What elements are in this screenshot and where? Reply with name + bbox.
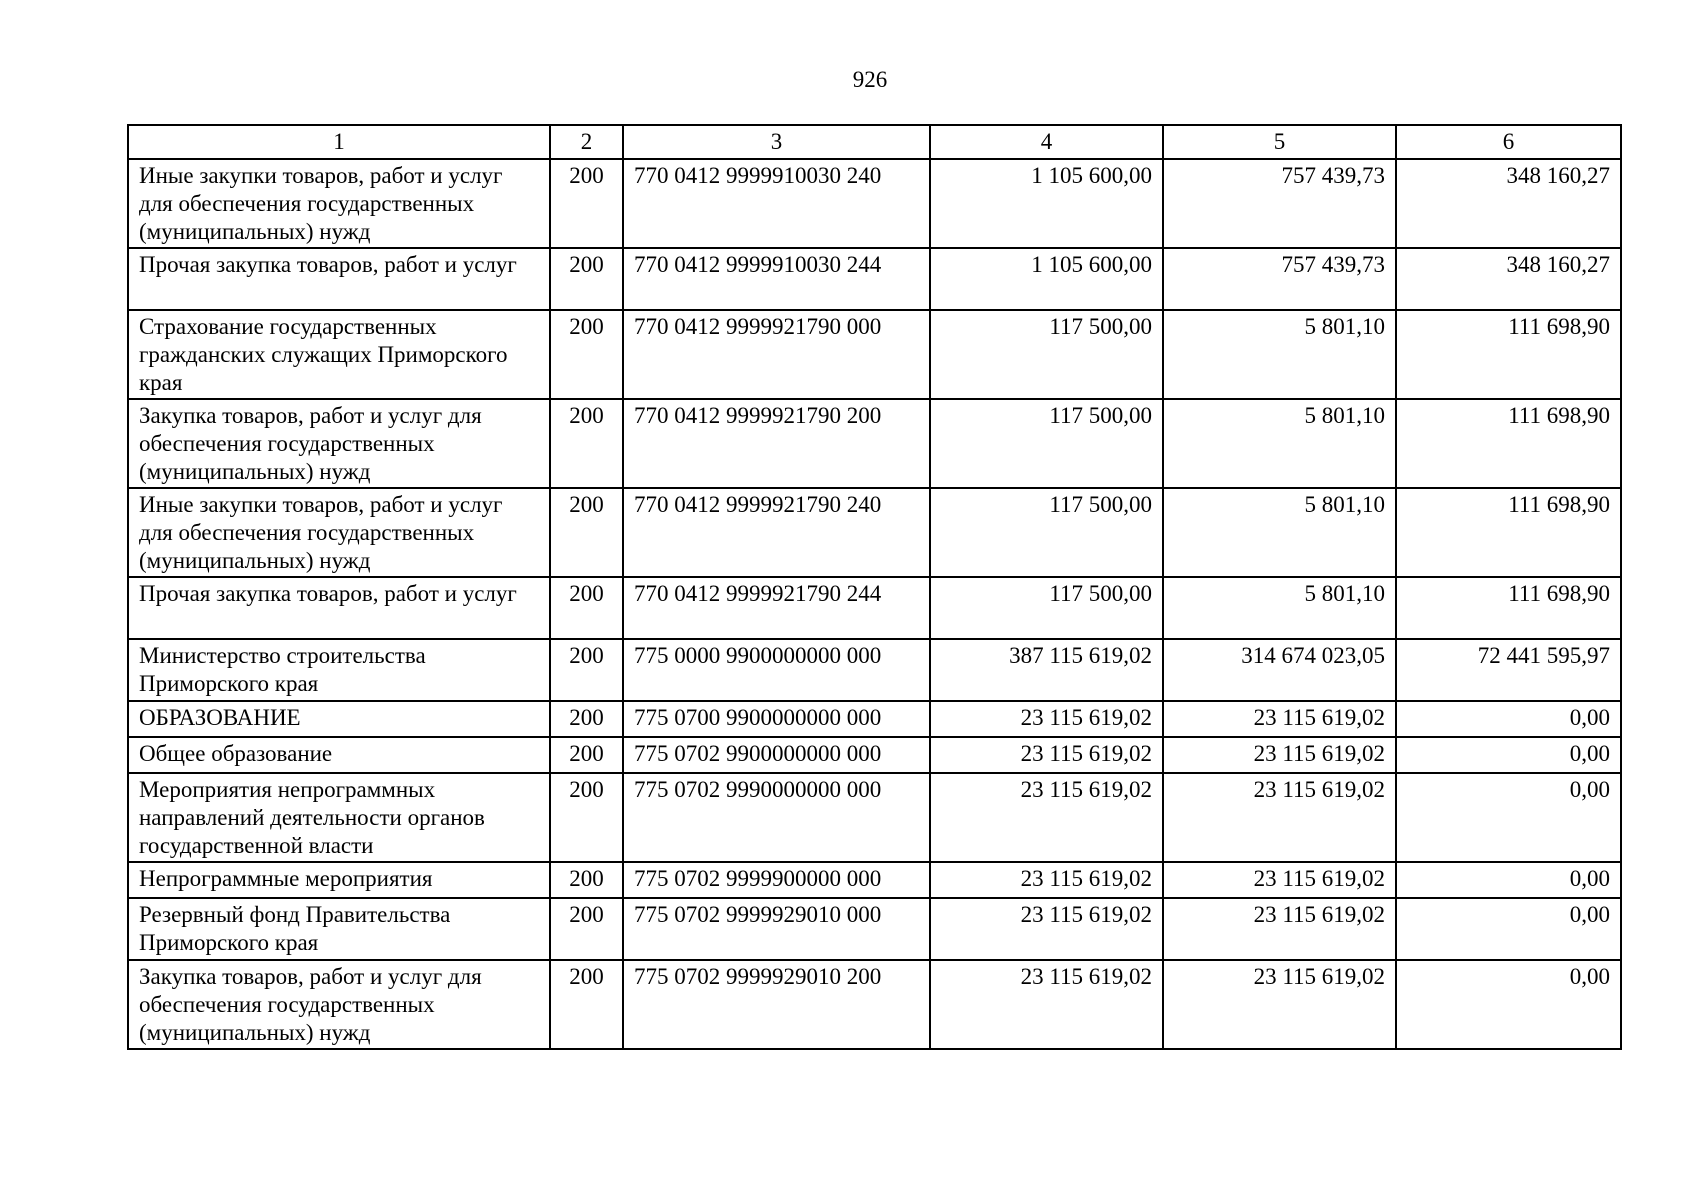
cell-remaining: 0,00 — [1396, 960, 1621, 1049]
cell-name: Прочая закупка товаров, работ и услуг — [128, 577, 550, 639]
cell-name: Иные закупки товаров, работ и услуг для обеспечения государственных (муниципальных) нужд — [128, 159, 550, 248]
cell-executed: 314 674 023,05 — [1163, 639, 1396, 701]
cell-name: Закупка товаров, работ и услуг для обеспечения государственных (муниципальных) нужд — [128, 960, 550, 1049]
header-col-3: 3 — [623, 125, 930, 159]
table-row — [128, 310, 1621, 399]
table-row — [128, 737, 1621, 773]
header-row — [128, 125, 1621, 159]
cell-planned: 117 500,00 — [930, 577, 1163, 639]
cell-budget-code: 775 0702 9999900000 000 — [623, 862, 930, 898]
cell-admin-code: 200 — [550, 773, 623, 862]
cell-admin-code: 200 — [550, 639, 623, 701]
cell-planned: 23 115 619,02 — [930, 773, 1163, 862]
cell-remaining: 0,00 — [1396, 701, 1621, 737]
cell-planned: 23 115 619,02 — [930, 960, 1163, 1049]
table-header — [128, 125, 1621, 159]
table-row — [128, 960, 1621, 1049]
cell-planned: 1 105 600,00 — [930, 248, 1163, 310]
cell-executed: 23 115 619,02 — [1163, 898, 1396, 960]
cell-executed: 5 801,10 — [1163, 399, 1396, 488]
cell-planned: 117 500,00 — [930, 310, 1163, 399]
cell-executed: 757 439,73 — [1163, 248, 1396, 310]
cell-remaining: 348 160,27 — [1396, 248, 1621, 310]
cell-remaining: 348 160,27 — [1396, 159, 1621, 248]
cell-name: Прочая закупка товаров, работ и услуг — [128, 248, 550, 310]
cell-remaining: 111 698,90 — [1396, 310, 1621, 399]
table-row — [128, 159, 1621, 248]
cell-admin-code: 200 — [550, 737, 623, 773]
cell-planned: 23 115 619,02 — [930, 737, 1163, 773]
header-col-4: 4 — [930, 125, 1163, 159]
cell-budget-code: 770 0412 9999910030 244 — [623, 248, 930, 310]
cell-remaining: 0,00 — [1396, 773, 1621, 862]
cell-name: ОБРАЗОВАНИЕ — [128, 701, 550, 737]
cell-remaining: 0,00 — [1396, 898, 1621, 960]
cell-budget-code: 770 0412 9999921790 240 — [623, 488, 930, 577]
header-col-2: 2 — [550, 125, 623, 159]
cell-admin-code: 200 — [550, 310, 623, 399]
cell-name: Мероприятия непрограммных направлений деятельности органов государственной власти — [128, 773, 550, 862]
cell-name: Общее образование — [128, 737, 550, 773]
table-row — [128, 773, 1621, 862]
cell-budget-code: 775 0702 9900000000 000 — [623, 737, 930, 773]
cell-executed: 23 115 619,02 — [1163, 960, 1396, 1049]
cell-admin-code: 200 — [550, 248, 623, 310]
cell-planned: 117 500,00 — [930, 399, 1163, 488]
cell-executed: 5 801,10 — [1163, 488, 1396, 577]
header-col-1: 1 — [128, 125, 550, 159]
table-row — [128, 248, 1621, 310]
cell-budget-code: 775 0000 9900000000 000 — [623, 639, 930, 701]
cell-name: Непрограммные мероприятия — [128, 862, 550, 898]
cell-planned: 23 115 619,02 — [930, 898, 1163, 960]
cell-name: Министерство строительства Приморского края — [128, 639, 550, 701]
table-row — [128, 701, 1621, 737]
cell-remaining: 0,00 — [1396, 737, 1621, 773]
cell-name: Иные закупки товаров, работ и услуг для обеспечения государственных (муниципальных) нужд — [128, 488, 550, 577]
cell-budget-code: 770 0412 9999921790 244 — [623, 577, 930, 639]
cell-budget-code: 770 0412 9999921790 000 — [623, 310, 930, 399]
cell-remaining: 111 698,90 — [1396, 399, 1621, 488]
cell-executed: 5 801,10 — [1163, 310, 1396, 399]
cell-admin-code: 200 — [550, 577, 623, 639]
cell-executed: 23 115 619,02 — [1163, 701, 1396, 737]
cell-name: Закупка товаров, работ и услуг для обеспечения государственных (муниципальных) нужд — [128, 399, 550, 488]
cell-admin-code: 200 — [550, 701, 623, 737]
table-row — [128, 577, 1621, 639]
cell-admin-code: 200 — [550, 960, 623, 1049]
header-col-5: 5 — [1163, 125, 1396, 159]
cell-planned: 387 115 619,02 — [930, 639, 1163, 701]
cell-name: Страхование государственных гражданских служащих Приморского края — [128, 310, 550, 399]
cell-admin-code: 200 — [550, 159, 623, 248]
cell-remaining: 111 698,90 — [1396, 577, 1621, 639]
cell-executed: 23 115 619,02 — [1163, 737, 1396, 773]
cell-budget-code: 775 0702 9999929010 200 — [623, 960, 930, 1049]
cell-remaining: 111 698,90 — [1396, 488, 1621, 577]
cell-planned: 117 500,00 — [930, 488, 1163, 577]
header-col-6: 6 — [1396, 125, 1621, 159]
budget-table — [127, 124, 1622, 1050]
cell-budget-code: 770 0412 9999921790 200 — [623, 399, 930, 488]
cell-planned: 23 115 619,02 — [930, 862, 1163, 898]
table-row — [128, 488, 1621, 577]
cell-admin-code: 200 — [550, 898, 623, 960]
cell-remaining: 0,00 — [1396, 862, 1621, 898]
page-number: 926 — [852, 67, 888, 92]
cell-admin-code: 200 — [550, 399, 623, 488]
cell-executed: 5 801,10 — [1163, 577, 1396, 639]
table-row — [128, 862, 1621, 898]
table-body — [128, 159, 1621, 1049]
cell-remaining: 72 441 595,97 — [1396, 639, 1621, 701]
cell-admin-code: 200 — [550, 862, 623, 898]
cell-executed: 23 115 619,02 — [1163, 862, 1396, 898]
cell-name: Резервный фонд Правительства Приморского края — [128, 898, 550, 960]
cell-budget-code: 775 0700 9900000000 000 — [623, 701, 930, 737]
cell-budget-code: 775 0702 9999929010 000 — [623, 898, 930, 960]
cell-planned: 1 105 600,00 — [930, 159, 1163, 248]
table-row — [128, 898, 1621, 960]
table-row — [128, 639, 1621, 701]
cell-executed: 23 115 619,02 — [1163, 773, 1396, 862]
table-row — [128, 399, 1621, 488]
cell-executed: 757 439,73 — [1163, 159, 1396, 248]
cell-planned: 23 115 619,02 — [930, 701, 1163, 737]
cell-admin-code: 200 — [550, 488, 623, 577]
cell-budget-code: 775 0702 9990000000 000 — [623, 773, 930, 862]
cell-budget-code: 770 0412 9999910030 240 — [623, 159, 930, 248]
